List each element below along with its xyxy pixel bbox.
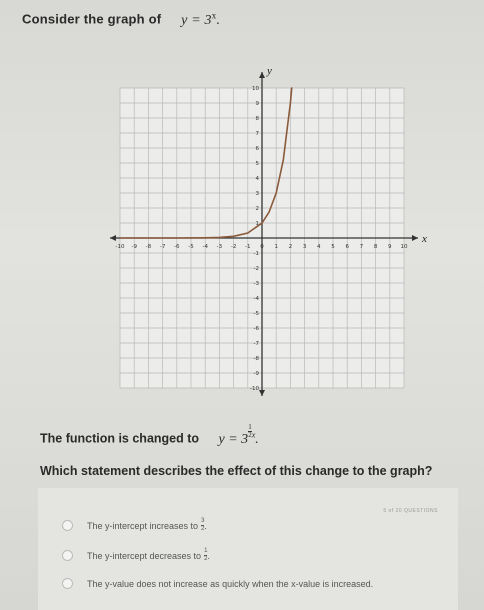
option-text: The y-intercept decreases to [87,550,202,561]
x-tick-label: -2 [230,244,237,250]
option-suffix: . [204,520,207,531]
changed-function-base: y = 3 [218,431,249,447]
y-tick-label: 2 [255,206,259,212]
original-function-exponent: x [211,10,217,20]
x-tick-label: -7 [159,244,166,250]
fraction-numerator: 3 [201,518,205,524]
x-tick-label: 6 [345,244,349,250]
exponent-denominator: 2 [248,431,252,439]
changed-statement-text: The function is changed to [40,431,200,446]
fraction-denominator: 2 [201,526,205,532]
y-tick-label: -5 [253,311,259,317]
x-tick-label: -3 [216,244,223,250]
y-tick-label: -6 [253,326,259,332]
original-function: $y = 3^x$. [181,10,221,28]
changed-suffix: . [255,431,259,447]
x-tick-label: 9 [388,244,392,250]
y-tick-label: 3 [255,191,259,197]
exponential-graph [92,58,432,408]
y-tick-label: -10 [250,386,259,392]
answer-panel [38,488,458,610]
fraction-numerator: 1 [204,548,208,554]
x-tick-label: 2 [288,244,293,250]
y-tick-label: 5 [255,161,259,167]
y-tick-label: 9 [255,101,259,107]
x-tick-label: 4 [317,244,321,250]
y-tick-label: 7 [255,131,259,137]
exponent-variable: x [251,430,256,439]
x-tick-label: -6 [174,244,180,250]
option-suffix: . [207,550,210,561]
question-prompt: Which statement describes the effect of this change to the graph? [40,464,433,478]
question-title-text: Consider the graph of [22,11,162,27]
option-text: The y-value does not increase as quickly when the x-value is increased. [87,578,374,589]
y-tick-label: -3 [253,281,259,287]
radio-button[interactable] [62,550,73,561]
radio-button[interactable] [62,520,73,531]
y-tick-label: 1 [255,221,259,227]
y-tick-label: 6 [255,146,259,152]
x-tick-label: 0 [260,244,264,250]
radio-button[interactable] [62,578,73,589]
x-tick-label: 7 [359,244,364,250]
x-tick-label: 10 [400,244,408,250]
exponent-numerator: 1 [248,423,252,431]
option-text: The y-intercept increases to [87,520,199,531]
question-title [22,10,220,29]
x-tick-label: 3 [302,244,307,250]
x-axis-arrow-right [412,235,418,241]
y-tick-label: 10 [252,86,259,92]
y-tick-label: 4 [255,176,259,182]
x-tick-label: -1 [245,244,251,250]
answer-option-1[interactable] [62,518,207,533]
graph [92,58,432,408]
x-tick-label: 5 [331,244,335,250]
y-axis-arrow-up [259,72,265,78]
y-tick-label: -1 [253,251,259,257]
y-tick-label: -7 [253,341,259,347]
changed-function [218,423,259,447]
x-tick-label: -4 [202,244,208,250]
answer-option-3[interactable] [62,578,373,589]
x-axis-arrow-left [110,235,116,241]
x-tick-label: -5 [188,244,194,250]
x-tick-label: 8 [373,244,378,250]
x-tick-label: 1 [274,244,278,250]
x-tick-label: -10 [115,244,125,250]
original-function-base: y = 3 [181,12,212,28]
y-tick-label: -2 [253,266,259,272]
y-tick-label: -8 [253,356,259,362]
question-counter: 5 of 20 QUESTIONS [383,508,438,514]
answer-option-2[interactable] [62,548,210,563]
changed-statement [40,424,259,448]
y-axis-label: y [267,65,272,77]
y-tick-label: 8 [255,116,259,122]
y-axis-arrow-down [259,390,265,396]
x-axis-label: x [422,233,427,245]
x-tick-label: -8 [145,244,152,250]
fraction-denominator: 2 [204,556,208,562]
x-tick-label: -9 [131,244,137,250]
y-tick-label: -9 [253,371,259,377]
y-tick-label: -4 [253,296,259,302]
